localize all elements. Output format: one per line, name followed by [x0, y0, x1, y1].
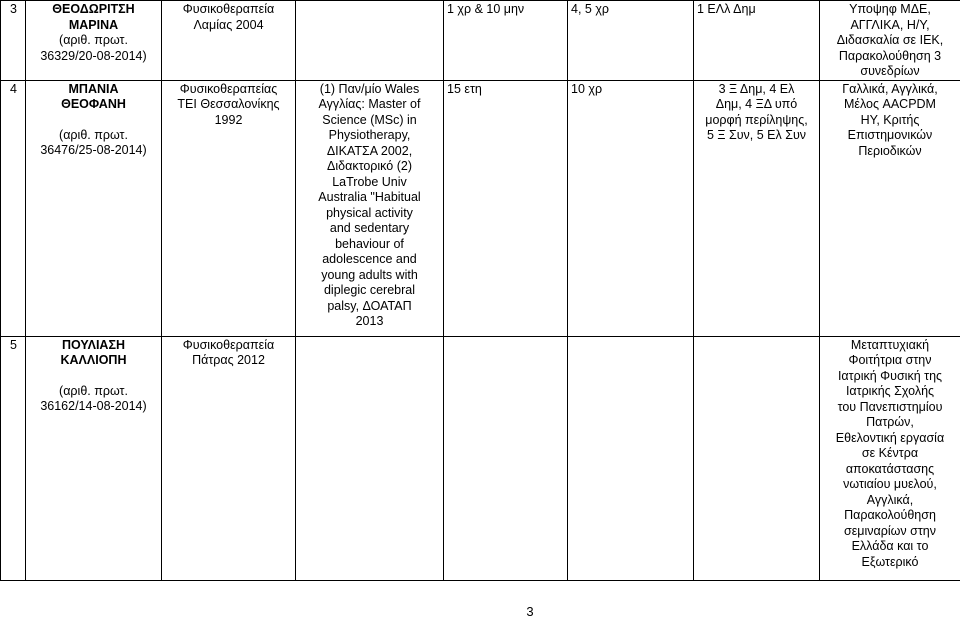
- candidate-name-line: ΜΑΡΙΝΑ: [68, 17, 119, 32]
- other-line: Παρακολούθηση 3: [838, 48, 942, 63]
- degree-line: Φυσικοθεραπείας: [179, 81, 278, 96]
- other-line: σε Κέντρα: [861, 446, 919, 460]
- postgrad-line: physical activity: [326, 205, 413, 220]
- other-line: Μεταπτυχιακή: [850, 337, 930, 352]
- postgrad-cell: [296, 1, 444, 81]
- experience-cell: [444, 80, 568, 336]
- teaching-cell: [568, 1, 694, 81]
- experience-text: 1 χρ & 10 μην: [447, 2, 525, 16]
- other-line: Ιατρικής Σχολής: [845, 384, 935, 398]
- other-qualifications-cell: [820, 80, 960, 336]
- table-row: [1, 80, 960, 336]
- other-qualifications-cell: [820, 1, 960, 81]
- publications-line: Δημ, 4 ΞΔ υπό: [715, 97, 798, 111]
- publications-line: 3 Ξ Δημ, 4 Ελ: [718, 81, 795, 96]
- degree-line: Πάτρας 2012: [192, 353, 265, 367]
- postgrad-line: diplegic cerebral: [323, 283, 416, 297]
- candidate-name-line: ΠΟΥΛΙΑΣΗ: [62, 337, 125, 352]
- postgrad-line: Australia "Habitual: [318, 190, 421, 204]
- other-line: Υποψηφ ΜΔΕ,: [849, 2, 931, 16]
- other-line: Διδασκαλία σε ΙΕΚ,: [836, 33, 944, 47]
- experience-cell: [444, 1, 568, 81]
- protocol-number: (αριθ. πρωτ.: [59, 127, 128, 142]
- publications-text: 1 ΕΛλ Δημ: [697, 2, 756, 16]
- postgrad-line: young adults with: [321, 267, 418, 282]
- degree-cell: [162, 80, 296, 336]
- protocol-number: 36329/20-08-2014): [40, 48, 147, 63]
- other-line: Μέλος AACPDM: [844, 97, 936, 111]
- experience-text: 15 ετη: [447, 81, 482, 96]
- candidate-name-line: ΘΕΟΔΩΡΙΤΣΗ: [52, 2, 135, 16]
- publications-cell: [694, 336, 820, 580]
- other-line: ΑΓΓΛΙΚΑ, Η/Υ,: [850, 17, 930, 32]
- degree-line: Λαμίας 2004: [193, 17, 264, 32]
- other-line: ΗΥ, Κριτής: [860, 112, 920, 127]
- teaching-cell: [568, 80, 694, 336]
- table-row: [1, 1, 960, 81]
- other-line: σεμιναρίων στην: [844, 523, 936, 538]
- publications-line: 5 Ξ Συν, 5 Ελ Συν: [706, 128, 807, 142]
- publications-line: μορφή περίληψης,: [705, 112, 808, 127]
- postgrad-line: 2013: [355, 314, 384, 328]
- other-line: Ελλάδα και το: [851, 539, 929, 553]
- degree-line: 1992: [214, 112, 243, 127]
- other-line: Αγγλικά,: [866, 492, 914, 507]
- publications-cell: [694, 80, 820, 336]
- experience-cell: [444, 336, 568, 580]
- postgrad-line: LaTrobe Univ: [332, 174, 407, 189]
- table-row: [1, 336, 960, 580]
- postgrad-line: behaviour of: [335, 236, 404, 251]
- postgrad-line: Διδακτορικό (2): [327, 159, 412, 173]
- protocol-number: (αριθ. πρωτ.: [59, 33, 128, 47]
- postgrad-line: (1) Παν/μίο Wales: [319, 81, 420, 96]
- teaching-text: 4, 5 χρ: [571, 2, 609, 16]
- postgrad-line: adolescence and: [322, 252, 417, 266]
- row-number: 5: [1, 336, 26, 580]
- protocol-number: 36476/25-08-2014): [40, 143, 147, 157]
- postgrad-line: Science (MSc) in: [322, 112, 417, 127]
- other-line: Εθελοντική εργασία: [835, 430, 945, 445]
- other-qualifications-cell: [820, 336, 960, 580]
- other-line: Φοιτήτρια στην: [848, 353, 932, 367]
- candidate-name-line: ΘΕΟΦΑΝΗ: [61, 97, 126, 111]
- candidate-name-line: ΜΠΑΝΙΑ: [68, 81, 119, 96]
- other-line: νωτιαίου μυελού,: [843, 477, 937, 491]
- row-number: 3: [1, 1, 26, 81]
- postgrad-line: ΔΙΚΑΤΣΑ 2002,: [326, 143, 413, 158]
- candidate-name-cell: [26, 336, 162, 580]
- other-line: αποκατάστασης: [845, 461, 935, 476]
- protocol-number: 36162/14-08-2014): [40, 399, 147, 413]
- row-number: 4: [1, 80, 26, 336]
- postgrad-line: Physiotherapy,: [328, 128, 411, 142]
- candidate-name-cell: [26, 80, 162, 336]
- postgrad-line: palsy, ΔΟΑΤΑΠ: [327, 298, 412, 313]
- candidate-name-cell: [26, 1, 162, 81]
- degree-line: Φυσικοθεραπεία: [182, 2, 275, 16]
- postgrad-cell: [296, 80, 444, 336]
- page-number: 3: [526, 604, 534, 619]
- other-line: του Πανεπιστημίου: [837, 399, 943, 414]
- teaching-text: 10 χρ: [571, 81, 603, 96]
- degree-cell: [162, 1, 296, 81]
- postgrad-line: and sedentary: [329, 221, 410, 235]
- other-line: Παρακολούθηση: [844, 508, 936, 522]
- degree-cell: [162, 336, 296, 580]
- other-line: Ιατρική Φυσική της: [837, 368, 943, 383]
- protocol-number: (αριθ. πρωτ.: [59, 383, 128, 398]
- other-line: Επιστημονικών: [847, 128, 933, 142]
- other-line: Εξωτερικό: [861, 554, 919, 569]
- other-line: Γαλλικά, Αγγλικά,: [842, 81, 938, 96]
- postgrad-line: Αγγλίας: Master of: [318, 97, 421, 111]
- other-line: Πατρών,: [866, 415, 914, 429]
- teaching-cell: [568, 336, 694, 580]
- degree-line: ΤΕΙ Θεσσαλονίκης: [177, 97, 280, 111]
- candidate-name-line: ΚΑΛΛΙΟΠΗ: [60, 353, 127, 367]
- other-line: συνεδρίων: [860, 64, 920, 78]
- degree-line: Φυσικοθεραπεία: [182, 337, 275, 352]
- publications-cell: [694, 1, 820, 81]
- postgrad-cell: [296, 336, 444, 580]
- other-line: Περιοδικών: [858, 143, 922, 158]
